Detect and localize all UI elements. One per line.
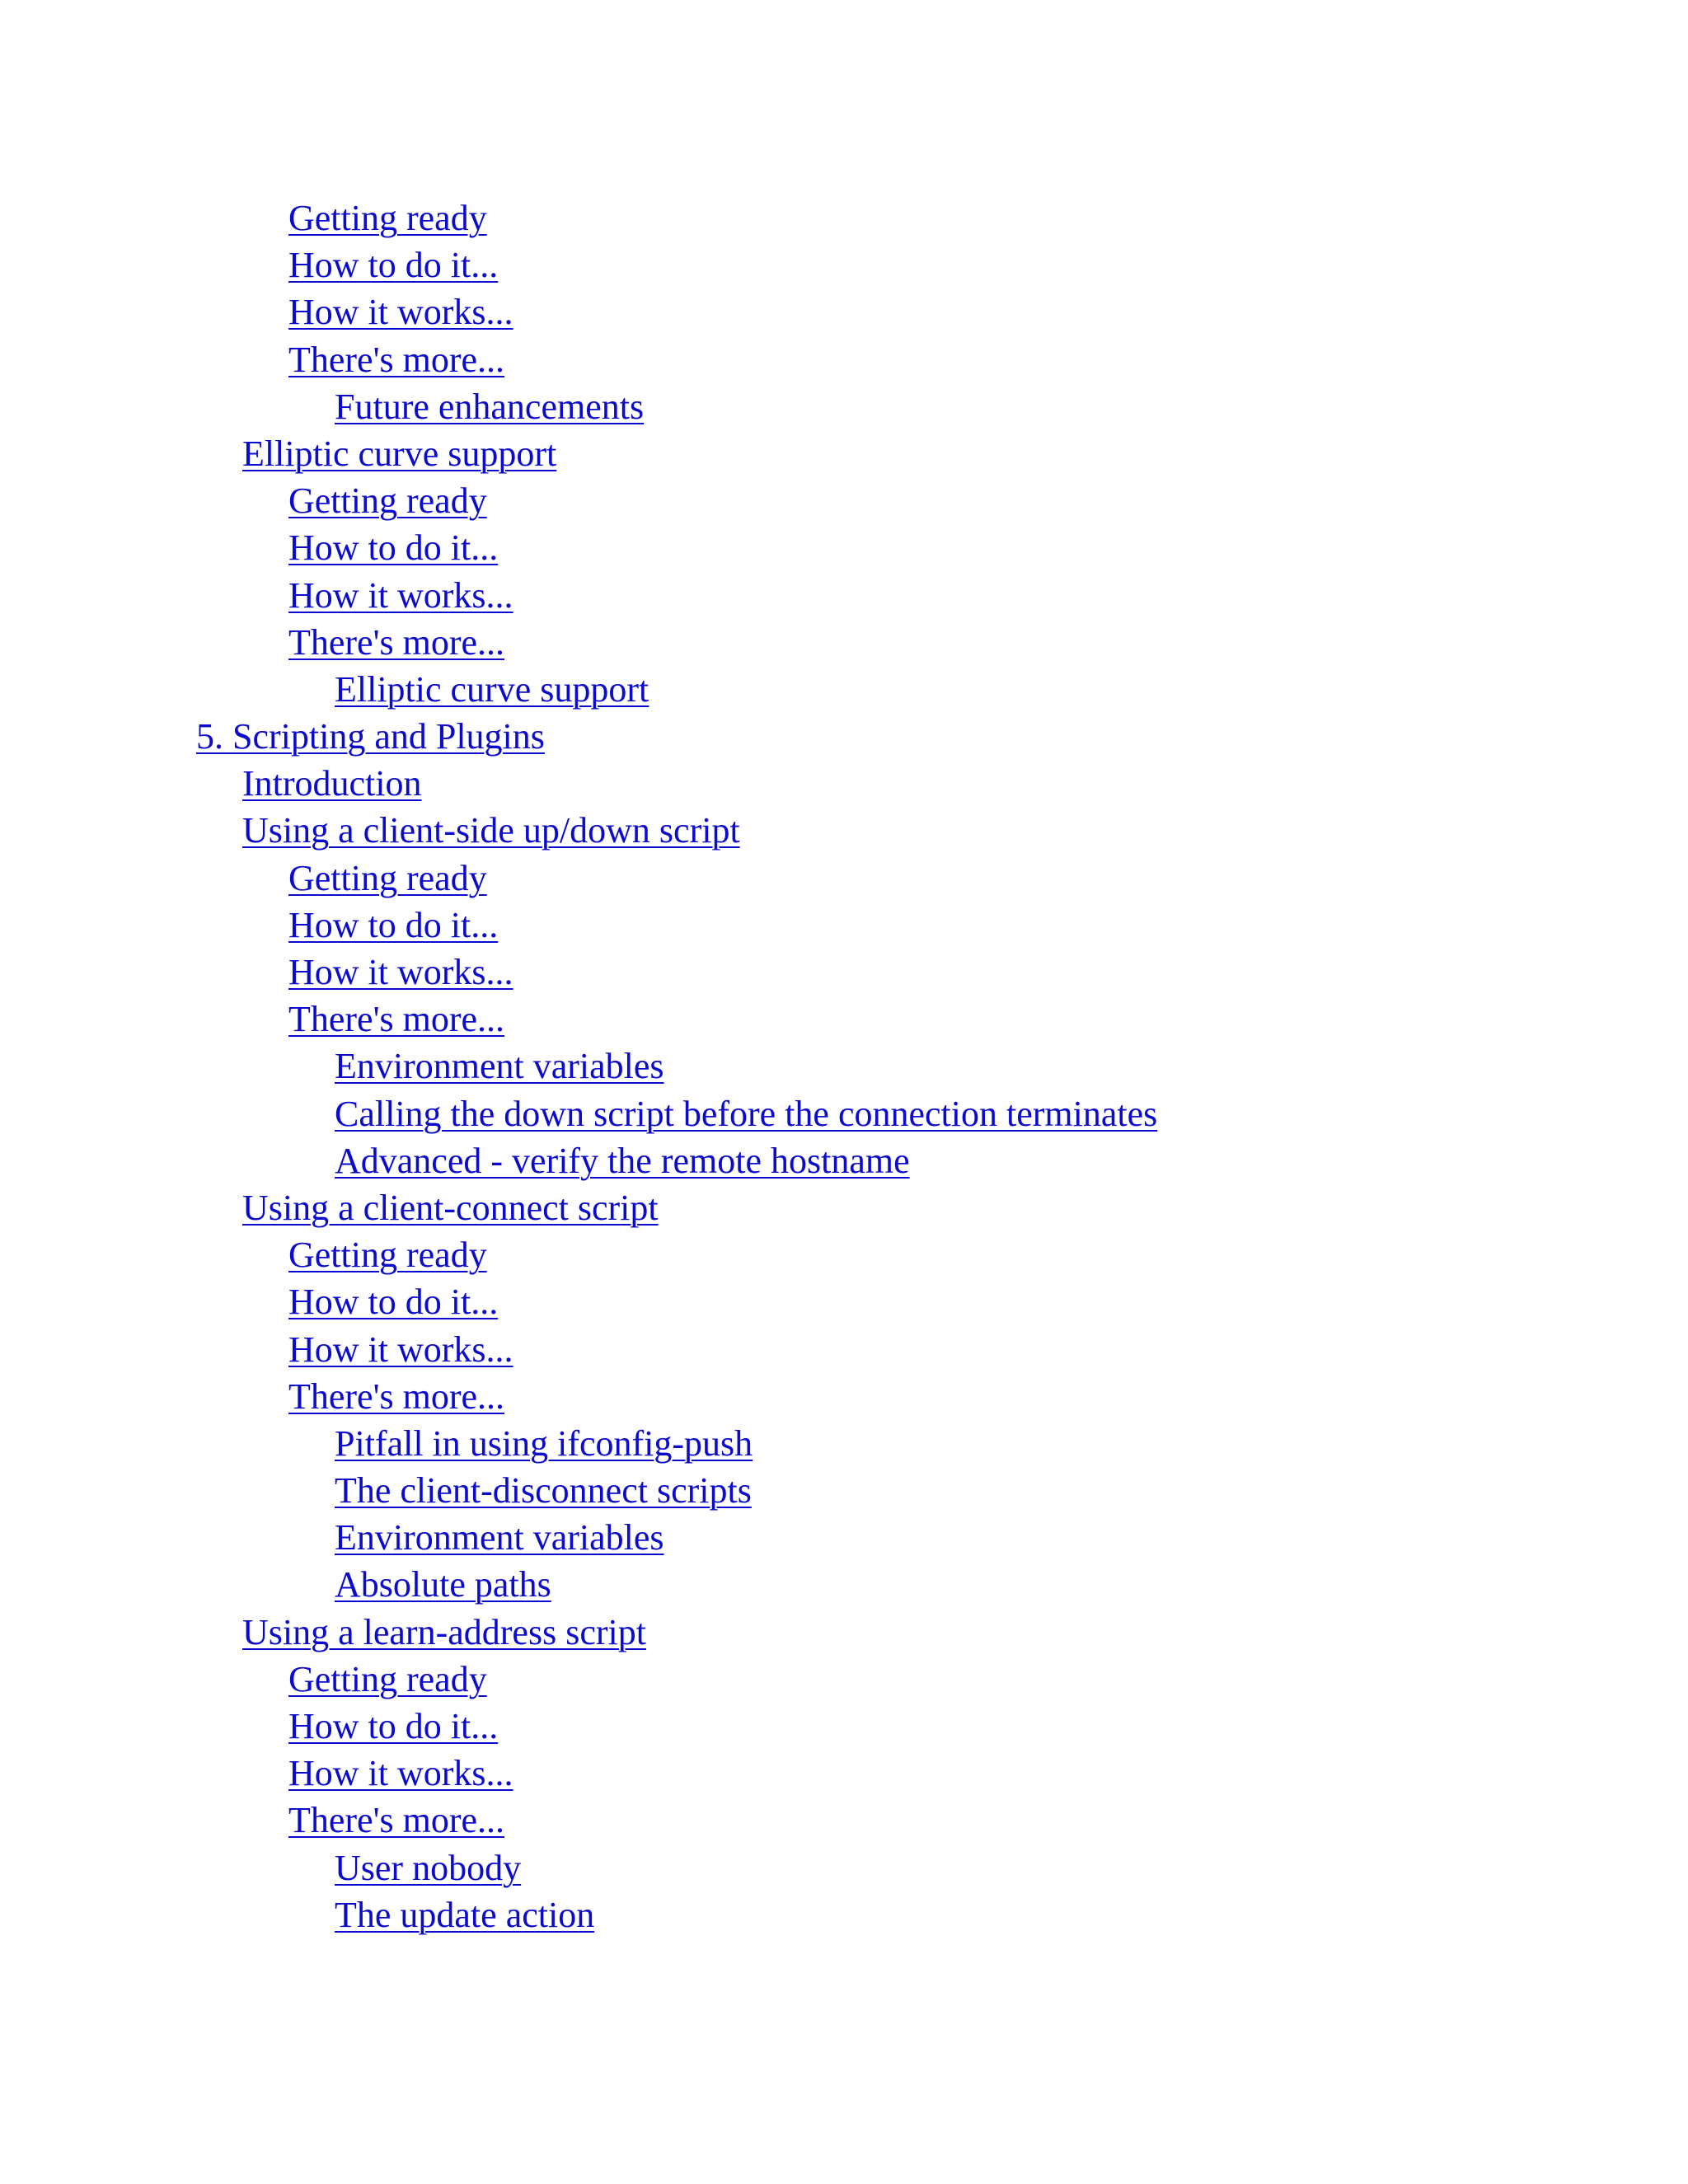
toc-link[interactable]: Using a client-side up/down script [242,810,740,851]
toc-item [196,1420,1157,1467]
toc-link[interactable]: Introduction [242,763,422,804]
toc-item [196,713,1157,760]
toc-link[interactable]: There's more... [288,1800,505,1841]
toc-item [196,288,1157,335]
toc-item [196,1043,1157,1090]
toc-item [196,807,1157,854]
toc-link[interactable]: How to do it... [288,1282,499,1323]
toc-item [196,336,1157,383]
toc-link[interactable]: Environment variables [335,1046,664,1087]
toc-link[interactable]: 5. Scripting and Plugins [196,716,545,757]
toc-link[interactable]: Using a client-connect script [242,1187,659,1228]
toc-link[interactable]: Getting ready [288,857,487,898]
toc-link[interactable]: Advanced - verify the remote hostname [335,1140,910,1181]
toc-item [196,1844,1157,1891]
toc-item [196,1750,1157,1797]
toc-link[interactable]: There's more... [288,999,505,1040]
toc-link[interactable]: Environment variables [335,1517,664,1558]
toc-item [196,1373,1157,1420]
toc-item [196,1090,1157,1137]
toc-item [196,1278,1157,1325]
toc-link[interactable]: Absolute paths [335,1564,551,1605]
toc-item [196,1561,1157,1608]
toc-item [196,430,1157,477]
toc-item [196,1137,1157,1184]
toc-item [196,524,1157,571]
toc-item [196,760,1157,807]
toc-item [196,855,1157,902]
table-of-contents [196,194,1157,1938]
toc-link[interactable]: Elliptic curve support [335,668,649,710]
toc-item [196,1231,1157,1278]
toc-link[interactable]: The client-disconnect scripts [335,1470,752,1511]
toc-link[interactable]: Elliptic curve support [242,433,557,474]
toc-link[interactable]: Getting ready [288,480,487,522]
toc-link[interactable]: How to do it... [288,904,499,945]
toc-item [196,241,1157,288]
toc-link[interactable]: Pitfall in using ifconfig-push [335,1422,753,1464]
toc-link[interactable]: How to do it... [288,245,499,286]
toc-link[interactable]: Using a learn-address script [242,1611,646,1652]
toc-link[interactable]: Getting ready [288,1658,487,1699]
toc-item [196,1609,1157,1656]
toc-item [196,1514,1157,1561]
toc-link[interactable]: How it works... [288,574,513,616]
toc-link[interactable]: There's more... [288,339,505,380]
toc-item [196,1656,1157,1703]
toc-item [196,1326,1157,1373]
toc-item [196,619,1157,666]
toc-item [196,1184,1157,1231]
toc-link[interactable]: The update action [335,1894,595,1935]
toc-item [196,477,1157,524]
toc-item [196,1703,1157,1750]
toc-item [196,902,1157,949]
toc-link[interactable]: How it works... [288,1329,513,1370]
toc-link[interactable]: How it works... [288,292,513,333]
toc-item [196,1797,1157,1844]
toc-link[interactable]: How it works... [288,952,513,992]
toc-item [196,666,1157,713]
toc-link[interactable]: Getting ready [288,198,487,238]
toc-link[interactable]: User nobody [335,1847,522,1888]
toc-link[interactable]: Future enhancements [335,386,645,427]
toc-link[interactable]: There's more... [288,621,505,663]
toc-link[interactable]: Getting ready [288,1235,487,1276]
toc-link[interactable]: How it works... [288,1753,513,1794]
toc-item [196,1467,1157,1514]
toc-item [196,1891,1157,1938]
toc-link[interactable]: How to do it... [288,527,499,569]
toc-item [196,996,1157,1043]
toc-item [196,572,1157,619]
toc-item [196,194,1157,241]
toc-item [196,949,1157,996]
toc-link[interactable]: Calling the down script before the connection terminates [335,1093,1158,1134]
toc-item [196,383,1157,430]
toc-link[interactable]: There's more... [288,1376,505,1417]
toc-link[interactable]: How to do it... [288,1706,499,1746]
